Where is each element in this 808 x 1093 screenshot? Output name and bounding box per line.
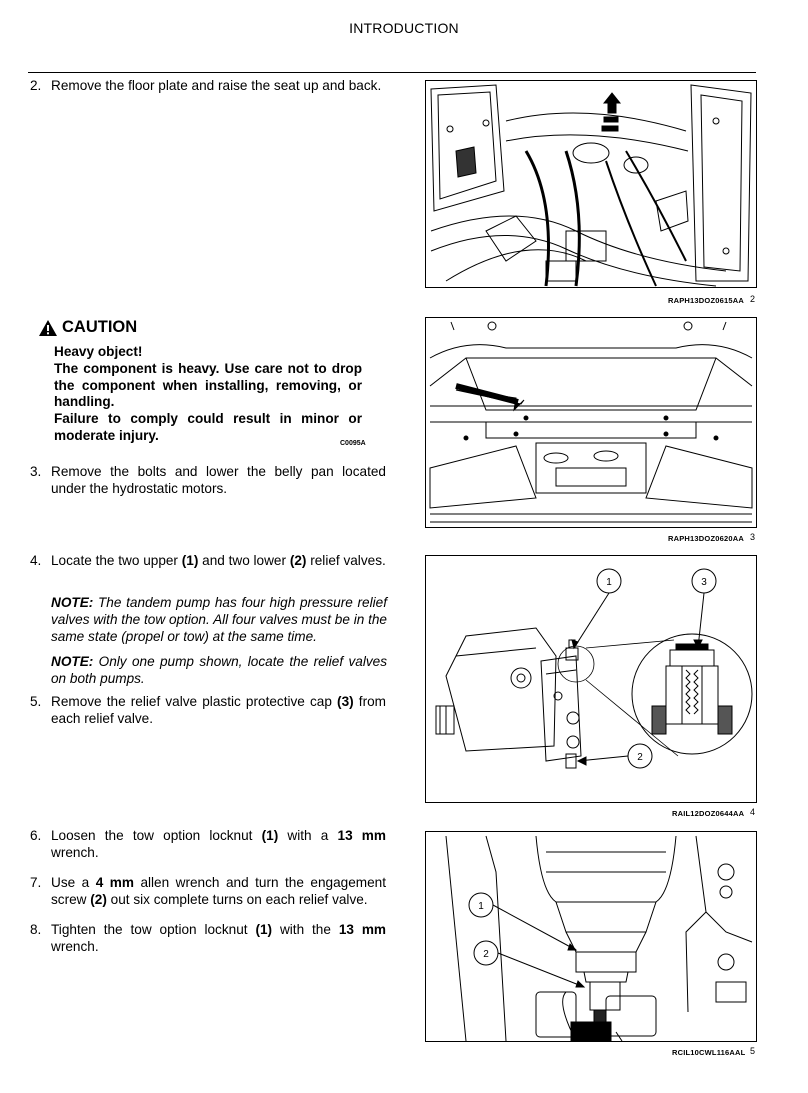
callout-1: 1	[478, 901, 484, 912]
callout-3: 3	[701, 577, 707, 588]
step-3	[30, 464, 386, 498]
caution-line-1: Heavy object!	[54, 344, 143, 359]
step-text: Tighten the tow option locknut (1) with the 13 mm wrench.	[51, 922, 386, 954]
figure-4-number: 4	[750, 807, 756, 817]
caution-line-3: Failure to comply could result in minor or moderate injury.	[54, 411, 362, 443]
figure-4-relief-valves-illustration	[425, 555, 757, 803]
note-1: NOTE: The tandem pump has four high pressure relief valves with the tow option. All four valves must be in the same state (propel or tow) at the same time.	[51, 595, 387, 644]
caution-code: C0095A	[340, 440, 366, 447]
figure-5-tow-locknut-illustration	[425, 831, 757, 1042]
figure-2-floor-plate-illustration	[425, 80, 757, 288]
figure-3-belly-pan-illustration	[425, 317, 757, 528]
step-text: Remove the floor plate and raise the seat up and back.	[51, 78, 382, 93]
callout-2: 2	[637, 752, 643, 763]
step-number: 5.	[30, 694, 42, 709]
step-text: Locate the two upper (1) and two lower (2) relief valves.	[51, 553, 386, 568]
step-7	[30, 875, 386, 909]
step-number: 2.	[30, 78, 42, 93]
step-text: Loosen the tow option locknut (1) with a 13 mm wrench.	[51, 828, 386, 860]
step-6	[30, 828, 386, 862]
step-number: 3.	[30, 464, 42, 479]
figure-5-caption: RCIL10CWL116AAL	[672, 1048, 746, 1057]
step-text: Remove the bolts and lower the belly pan located under the hydrostatic motors.	[51, 464, 386, 496]
figure-3-caption: RAPH13DOZ0620AA	[668, 534, 744, 543]
step-5	[30, 694, 386, 728]
callout-1: 1	[606, 577, 612, 588]
step-2	[30, 78, 386, 95]
figure-3-number: 3	[750, 532, 756, 542]
warning-triangle-icon	[38, 319, 58, 337]
step-8	[30, 922, 386, 956]
page-header-title: INTRODUCTION	[349, 20, 459, 36]
callout-2: 2	[483, 949, 489, 960]
figure-4-caption: RAIL12DOZ0644AA	[672, 809, 745, 818]
figure-2-caption: RAPH13DOZ0615AA	[668, 296, 744, 305]
note-2: NOTE: Only one pump shown, locate the relief valves on both pumps.	[51, 654, 387, 686]
step-number: 8.	[30, 922, 42, 937]
step-number: 4.	[30, 553, 42, 568]
step-number: 7.	[30, 875, 42, 890]
step-4	[30, 553, 386, 570]
header-rule	[28, 72, 756, 73]
figure-2-number: 2	[750, 294, 756, 304]
step-text: Use a 4 mm allen wrench and turn the engagement screw (2) out six complete turns on each relief valve.	[51, 875, 387, 907]
step-text: Remove the relief valve plastic protective cap (3) from each relief valve.	[51, 694, 386, 726]
figure-5-number: 5	[750, 1046, 756, 1056]
caution-heading	[38, 318, 137, 337]
caution-title: CAUTION	[62, 318, 138, 336]
caution-line-2: The component is heavy. Use care not to drop the component when installing, removing, or handling.	[54, 360, 362, 410]
step-number: 6.	[30, 828, 42, 843]
caution-body	[54, 344, 362, 445]
